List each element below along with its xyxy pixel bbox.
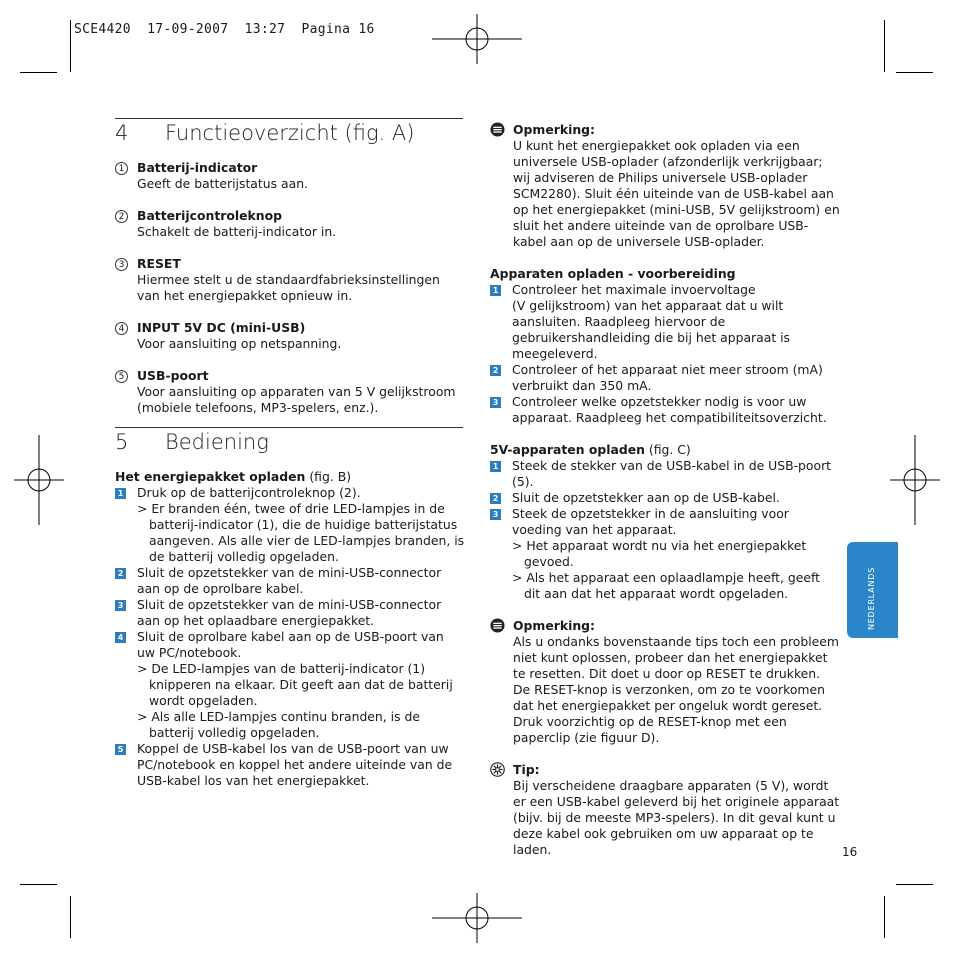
step-result: > Het apparaat wordt nu via het energiepakket gevoed. [512, 538, 807, 569]
language-tab [847, 542, 898, 638]
step-number-3: 3 [490, 397, 501, 408]
step-text: Sluit de oprolbare kabel aan op de USB-poort van uw PC/notebook. [137, 629, 444, 660]
item-text: Schakelt de batterij-indicator in. [137, 224, 337, 239]
step-number-2: 2 [490, 493, 501, 504]
section5-heading [115, 430, 269, 454]
step-number-3: 3 [490, 509, 501, 520]
step-item [490, 394, 840, 426]
item-number-4: 4 [115, 322, 128, 335]
note-icon [490, 618, 505, 633]
list-item [115, 320, 465, 352]
step-text: Sluit de opzetstekker aan op de USB-kabel. [512, 490, 780, 505]
item-number-2: 2 [115, 210, 128, 223]
step-item [115, 565, 465, 597]
registration-mark-left [14, 435, 64, 525]
item-title: RESET [137, 256, 181, 271]
section4-heading [115, 121, 414, 145]
step-number-2: 2 [490, 365, 501, 376]
section4-rule [115, 118, 463, 119]
step-number-4: 4 [115, 632, 126, 643]
note-icon [490, 122, 505, 137]
item-text: Geeft de batterijstatus aan. [137, 176, 308, 191]
subheading-title: Het energiepakket opladen [115, 469, 306, 484]
registration-mark-right [890, 435, 940, 525]
note-label: Opmerking: [513, 618, 595, 633]
section4-list [115, 160, 465, 416]
note-label: Opmerking: [513, 122, 595, 137]
step-text: Sluit de opzetstekker van de mini-USB-connector aan op de oprolbare kabel. [137, 565, 442, 596]
step-result: > De LED-lampjes van de batterij-indicator (1) knipperen na elkaar. Dit geeft aan dat de batterij wordt opgeladen. [137, 661, 453, 708]
step-text: (V gelijkstroom) van het apparaat dat u wilt aansluiten. Raadpleeg hiervoor de gebruikershandleiding die bij het apparaat is meegeleverd. [512, 298, 791, 361]
section5-body [115, 469, 465, 789]
tip-icon [490, 762, 505, 777]
step-item [115, 597, 465, 629]
fivev-ref: (fig. C) [644, 442, 691, 457]
language-tab-label: NEDERLANDS [867, 566, 876, 630]
item-text: Voor aansluiting op netspanning. [137, 336, 342, 351]
item-title: Batterij-indicator [137, 160, 258, 175]
step-item [490, 490, 840, 506]
page-number: 16 [842, 845, 858, 859]
item-number-3: 3 [115, 258, 128, 271]
section5-rule [115, 427, 463, 428]
item-title: USB-poort [137, 368, 209, 383]
registration-mark-top [432, 14, 522, 64]
step-item [490, 506, 840, 538]
section5-number: 5 [115, 430, 129, 454]
list-item [115, 256, 465, 304]
section4-number: 4 [115, 121, 129, 145]
note-text: De RESET-knop is verzonken, om zo te voorkomen dat het energiepakket per ongeluk wordt gereset. Druk voorzichtig op de RESET-knop met een paperclip (zie figuur D). [513, 682, 825, 745]
registration-mark-bottom [432, 893, 522, 943]
note-text: U kunt het energiepakket ook opladen via een universele USB-oplader (afzonderlijk verkrijgbaar; wij adviseren de Philips universele USB-oplader SCM2280). Sluit één uiteinde van de USB-kabel aan op het energiepakket (mini-USB, 5V gelijkstroom) en sluit het andere uiteinde van de oprolbare USB-kabel aan op de universele USB-oplader. [513, 138, 840, 249]
step-item [115, 629, 465, 661]
list-item [115, 160, 465, 192]
step-number-1: 1 [490, 461, 501, 472]
fivev-title: 5V-apparaten opladen [490, 442, 645, 457]
tip-text: Bij verscheidene draagbare apparaten (5 V), wordt er een USB-kabel geleverd bij het originele apparaat (bijv. bij de meeste MP3-spelers). In dit geval kunt u deze kabel ook gebruiken om uw apparaat op te laden. [513, 778, 840, 857]
step-result: > Als alle LED-lampjes continu branden, is de batterij volledig opgeladen. [137, 709, 420, 740]
list-item [115, 368, 465, 416]
note-block [490, 618, 840, 746]
step-text: Steek de stekker van de USB-kabel in de USB-poort (5). [512, 458, 832, 489]
step-text: Koppel de USB-kabel los van de USB-poort van uw PC/notebook en koppel het andere uiteinde van de USB-kabel los van het energiepakket. [137, 741, 453, 788]
section4-title: Functieoverzicht (fig. A) [165, 121, 415, 145]
step-number-5: 5 [115, 744, 126, 755]
note-block [490, 122, 840, 250]
fivev-heading [490, 442, 840, 458]
step-text: Controleer of het apparaat niet meer stroom (mA) verbruikt dan 350 mA. [512, 362, 823, 393]
step-item [115, 485, 465, 501]
note-text: Als u ondanks bovenstaande tips toch een probleem niet kunt oplossen, probeer dan het energiepakket te resetten. Dit doet u door op RESET te drukken. [513, 634, 839, 681]
step-number-1: 1 [115, 488, 126, 499]
step-number-1: 1 [490, 285, 501, 296]
tip-label: Tip: [513, 762, 540, 777]
step-text: Controleer het maximale invoervoltage [512, 282, 756, 297]
item-text: Voor aansluiting op apparaten van 5 V gelijkstroom (mobiele telefoons, MP3-spelers, enz.). [137, 384, 456, 415]
step-item [490, 282, 840, 362]
step-result: > Als het apparaat een oplaadlampje heeft, geeft dit aan dat het apparaat wordt opgeladen. [512, 570, 820, 601]
step-number-2: 2 [115, 568, 126, 579]
right-column [490, 122, 840, 858]
step-item [490, 458, 840, 490]
list-item [115, 208, 465, 240]
step-item [490, 362, 840, 394]
subheading [115, 469, 465, 485]
prep-heading: Apparaten opladen - voorbereiding [490, 266, 736, 281]
step-text: Druk op de batterijcontroleknop (2). [137, 485, 361, 500]
item-number-1: 1 [115, 162, 128, 175]
step-text: Steek de opzetstekker in de aansluiting voor voeding van het apparaat. [512, 506, 789, 537]
item-text: Hiermee stelt u de standaardfabrieksinstellingen van het energiepakket opnieuw in. [137, 272, 440, 303]
tip-block [490, 762, 840, 858]
section5-title: Bediening [165, 430, 269, 454]
print-slug: SCE4420 17-09-2007 13:27 Pagina 16 [74, 22, 375, 37]
step-result: > Er branden één, twee of drie LED-lampjes in de batterij-indicator (1), die de huidige batterijstatus aangeven. Als alle vier de LED-lampjes branden, is de batterij volledig opgeladen. [137, 501, 465, 564]
item-title: INPUT 5V DC (mini-USB) [137, 320, 306, 335]
step-text: Controleer welke opzetstekker nodig is voor uw apparaat. Raadpleeg het compatibiliteitsoverzicht. [512, 394, 827, 425]
step-item [115, 741, 465, 789]
step-number-3: 3 [115, 600, 126, 611]
item-title: Batterijcontroleknop [137, 208, 282, 223]
subheading-ref: (fig. B) [305, 469, 352, 484]
item-number-5: 5 [115, 370, 128, 383]
step-text: Sluit de opzetstekker van de mini-USB-connector aan op het oplaadbare energiepakket. [137, 597, 442, 628]
